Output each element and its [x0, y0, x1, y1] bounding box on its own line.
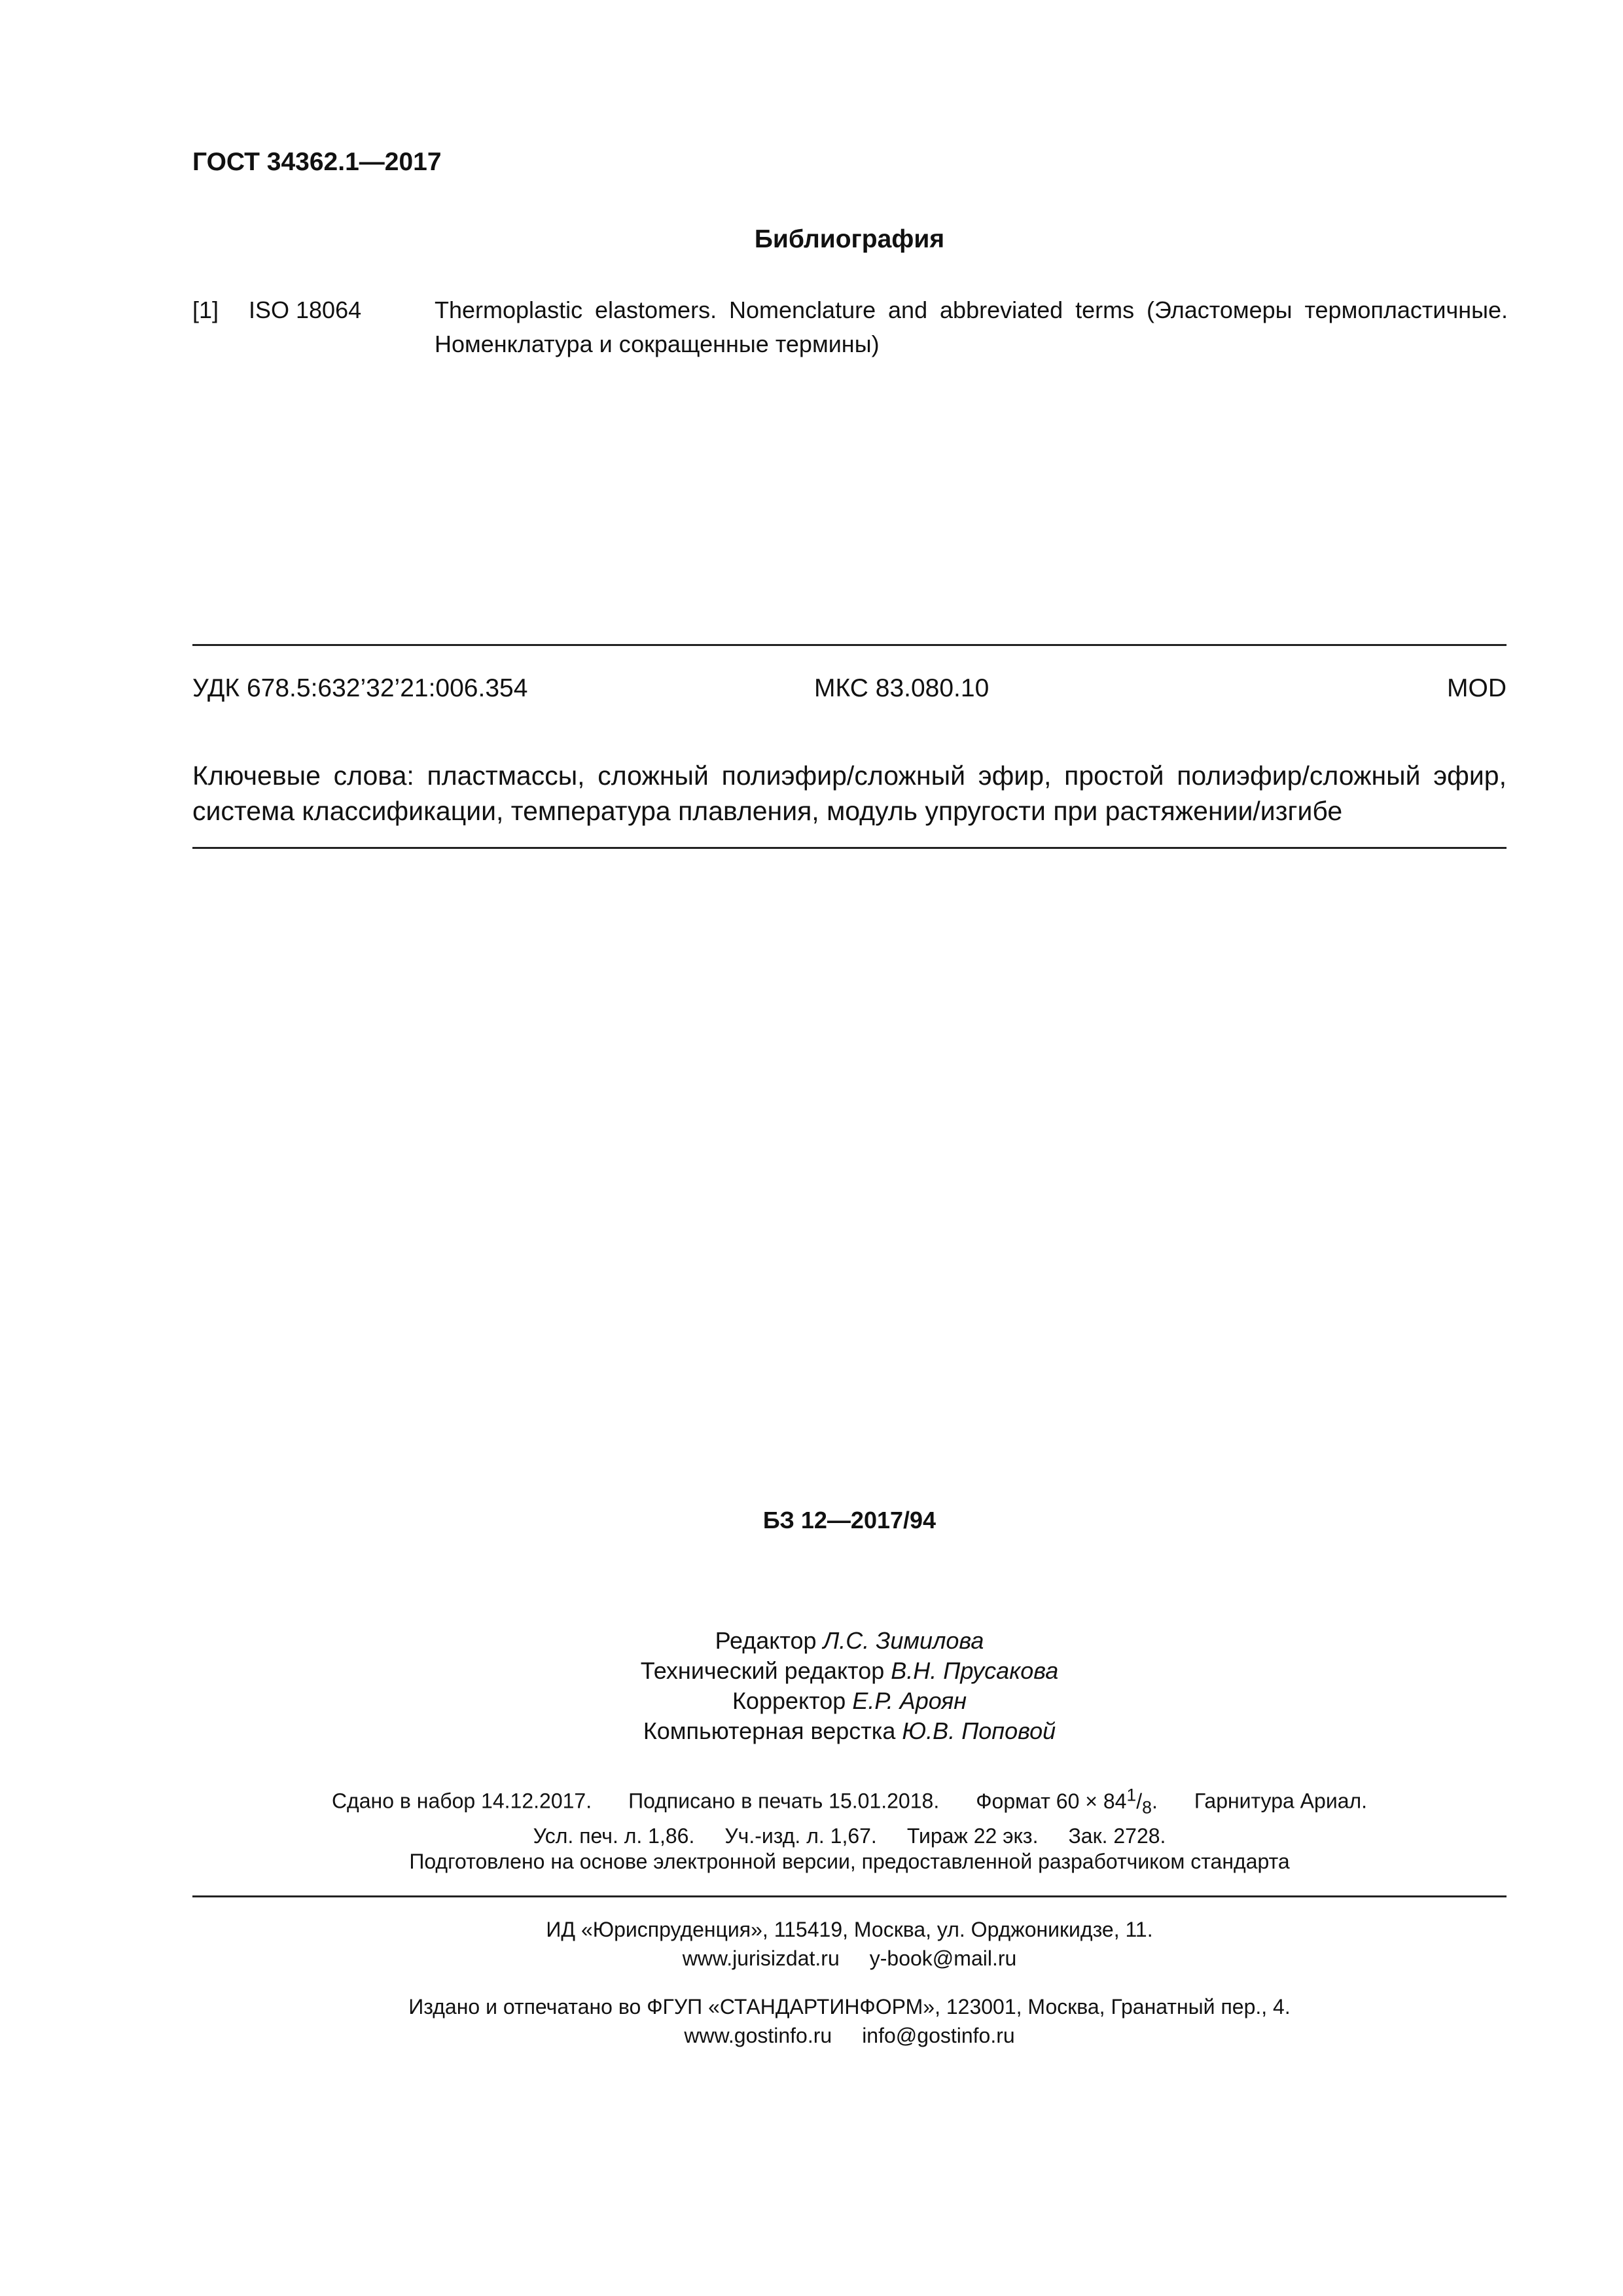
divider: [192, 847, 1507, 849]
credits-block: [0, 1626, 1623, 1746]
print-run: Тираж 22 экз.: [906, 1824, 1039, 1848]
publisher-address: ИД «Юриспруденция», 115419, Москва, ул. Орджоникидзе, 11.: [546, 1918, 1153, 1941]
bibliography-title: Библиография: [754, 225, 945, 253]
submitted-date: Сдано в набор 14.12.2017.: [331, 1789, 592, 1813]
credit-line: [0, 1716, 1623, 1746]
bibliography-item-number: [1]: [192, 296, 219, 323]
printer-website-link[interactable]: www.gostinfo.ru: [684, 2024, 832, 2047]
credit-name: Е.Р. Ароян: [852, 1687, 967, 1714]
credit-name: В.Н. Прусакова: [891, 1657, 1059, 1684]
printer-block: [0, 1992, 1623, 2050]
imprint-block: [0, 1780, 1623, 1850]
divider: [192, 644, 1507, 646]
publication-sheets: Уч.-изд. л. 1,67.: [724, 1824, 877, 1848]
printer-contacts: [0, 2021, 1623, 2050]
credit-role: Компьютерная верстка: [643, 1717, 896, 1744]
divider: [192, 1895, 1507, 1897]
printer-email-link[interactable]: info@gostinfo.ru: [862, 2024, 1015, 2047]
credit-role: Корректор: [732, 1687, 846, 1714]
credit-name: Ю.В. Поповой: [902, 1717, 1056, 1744]
credit-role: Редактор: [715, 1627, 817, 1654]
bibliography-item-text: Thermoplastic elastomers. Nomenclature and abbreviated terms (Эластомеры термопластичные. Номенклатура и сокращенные термины): [435, 296, 1508, 357]
credit-name: Л.С. Зимилова: [823, 1627, 984, 1654]
signed-date: Подписано в печать 15.01.2018.: [628, 1789, 940, 1813]
typeface: Гарнитура Ариал.: [1194, 1789, 1368, 1813]
bz-number: БЗ 12—2017/94: [762, 1507, 936, 1534]
credit-line: [0, 1626, 1623, 1656]
udk-code: УДК 678.5:632’32’21:006.354: [192, 674, 528, 702]
paper-format: Формат $60 \times 84^1/_8$.: [976, 1785, 1158, 1818]
printer-address: Издано и отпечатано во ФГУП «СТАНДАРТИНФОРМ», 123001, Москва, Гранатный пер., 4.: [408, 1995, 1291, 2018]
mod-label: MOD: [1447, 674, 1507, 702]
keywords: Ключевые слова: пластмассы, сложный полиэфир/сложный эфир, простой полиэфир/сложный эфир, система классификации, температура плавления, модуль упругости при растяжении/изгибе: [192, 761, 1507, 826]
credit-line: [0, 1686, 1623, 1716]
publisher-website-link[interactable]: www.jurisizdat.ru: [682, 1946, 840, 1970]
classification-row: [192, 674, 1507, 711]
publisher-block: [0, 1915, 1623, 1973]
imprint-line-1: [0, 1780, 1623, 1821]
imprint-line-2: [0, 1821, 1623, 1850]
order-number: Зак. 2728.: [1068, 1824, 1166, 1848]
publisher-email-link[interactable]: y-book@mail.ru: [869, 1946, 1017, 1970]
bibliography-item-code: ISO 18064: [249, 296, 362, 323]
credit-line: [0, 1656, 1623, 1686]
document-id: ГОСТ 34362.1—2017: [192, 148, 442, 176]
publisher-contacts: [0, 1944, 1623, 1973]
prepared-note: Подготовлено на основе электронной версии, предоставленной разработчиком стандарта: [409, 1850, 1290, 1873]
print-sheets: Усл. печ. л. 1,86.: [533, 1824, 695, 1848]
mks-code: МКС 83.080.10: [814, 674, 990, 702]
credit-role: Технический редактор: [640, 1657, 885, 1684]
